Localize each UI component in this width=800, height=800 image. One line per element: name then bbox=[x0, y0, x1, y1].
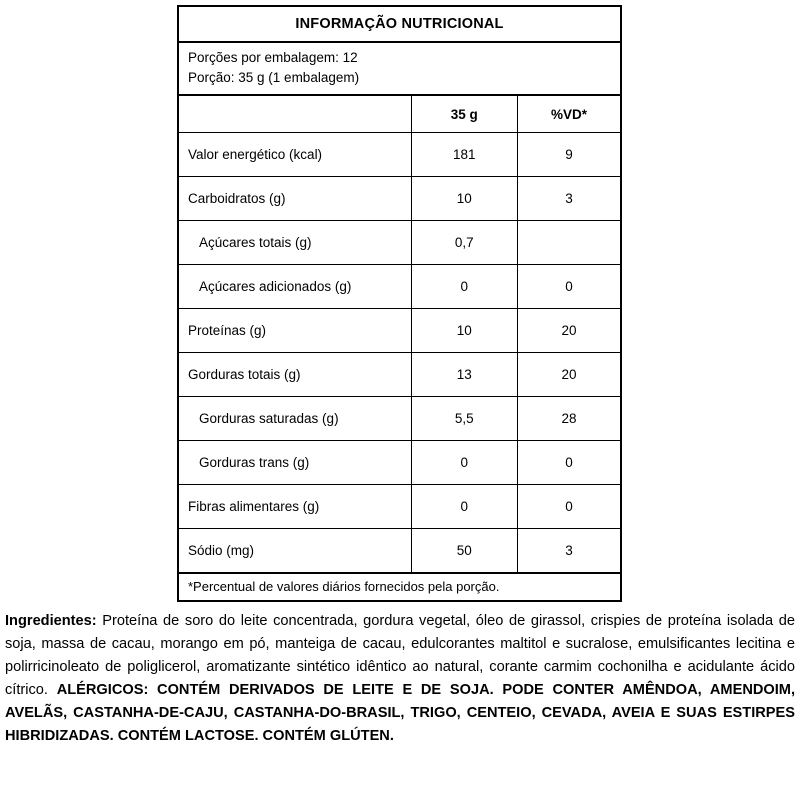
nutrient-vd: 0 bbox=[518, 441, 621, 485]
nutrient-amount: 13 bbox=[411, 353, 517, 397]
table-row-header bbox=[178, 95, 621, 133]
table-row bbox=[178, 529, 621, 574]
table-row bbox=[178, 133, 621, 177]
nutrition-facts-table bbox=[177, 5, 622, 602]
nutrient-amount: 181 bbox=[411, 133, 517, 177]
table-row bbox=[178, 353, 621, 397]
ingredients-body: Proteína de soro do leite concentrada, gordura vegetal, óleo de girassol, crispies de proteína isolada de soja, massa de cacau, morango em pó, manteiga de cacau, edulcorantes maltitol e sucralose, emulsificantes lecitina e polirricinoleato de poliglicerol, aromatizante sintético idêntico ao natural, corante carmim cochonilha e acidulante ácido cítrico. bbox=[5, 613, 795, 698]
table-row bbox=[178, 485, 621, 529]
nutrient-label: Açúcares totais (g) bbox=[178, 221, 411, 265]
nutrition-footnote: *Percentual de valores diários fornecidos pela porção. bbox=[178, 573, 621, 601]
nutrient-vd: 3 bbox=[518, 177, 621, 221]
nutrient-amount: 0 bbox=[411, 441, 517, 485]
nutrient-label: Proteínas (g) bbox=[178, 309, 411, 353]
nutrient-vd: 20 bbox=[518, 353, 621, 397]
ingredients-heading: Ingredientes: bbox=[5, 613, 97, 629]
table-row bbox=[178, 221, 621, 265]
column-header-vd: %VD* bbox=[518, 95, 621, 133]
nutrient-vd: 20 bbox=[518, 309, 621, 353]
nutrient-amount: 10 bbox=[411, 177, 517, 221]
nutrient-label: Valor energético (kcal) bbox=[178, 133, 411, 177]
table-row-title bbox=[178, 6, 621, 42]
table-row bbox=[178, 397, 621, 441]
nutrient-amount: 10 bbox=[411, 309, 517, 353]
allergens-notice: ALÉRGICOS: CONTÉM DERIVADOS DE LEITE E DE SOJA. PODE CONTER AMÊNDOA, AMENDOIM, AVELÃS, CASTANHA-DE-CAJU, CASTANHA-DO-BRASIL, TRIGO, CENTEIO, CEVADA, AVEIA E SUAS ESTIRPES HIBRIDIZADAS. CONTÉM LACTOSE. CONTÉM GLÚTEN. bbox=[5, 681, 796, 744]
table-row bbox=[178, 309, 621, 353]
table-row bbox=[178, 441, 621, 485]
nutrient-label: Açúcares adicionados (g) bbox=[178, 265, 411, 309]
portion-info bbox=[178, 42, 621, 95]
nutrient-label: Gorduras saturadas (g) bbox=[178, 397, 411, 441]
nutrient-amount: 0 bbox=[411, 265, 517, 309]
column-header-amount: 35 g bbox=[411, 95, 517, 133]
portions-per-pack: Porções por embalagem: 12 bbox=[188, 50, 358, 65]
nutrient-label: Sódio (mg) bbox=[178, 529, 411, 574]
nutrition-title: INFORMAÇÃO NUTRICIONAL bbox=[178, 6, 621, 42]
nutrient-amount: 0 bbox=[411, 485, 517, 529]
nutrient-amount: 5,5 bbox=[411, 397, 517, 441]
nutrient-amount: 50 bbox=[411, 529, 517, 574]
table-row-footnote bbox=[178, 573, 621, 601]
nutrient-vd bbox=[518, 221, 621, 265]
table-row bbox=[178, 177, 621, 221]
table-row-portion bbox=[178, 42, 621, 95]
nutrient-label: Fibras alimentares (g) bbox=[178, 485, 411, 529]
nutrient-label: Carboidratos (g) bbox=[178, 177, 411, 221]
table-row bbox=[178, 265, 621, 309]
column-header-blank bbox=[178, 95, 411, 133]
portion-size: Porção: 35 g (1 embalagem) bbox=[188, 69, 360, 85]
nutrient-amount: 0,7 bbox=[411, 221, 517, 265]
nutrient-vd: 9 bbox=[518, 133, 621, 177]
nutrient-label: Gorduras totais (g) bbox=[178, 353, 411, 397]
nutrient-label: Gorduras trans (g) bbox=[178, 441, 411, 485]
nutrition-table-container bbox=[177, 5, 622, 602]
nutrient-vd: 3 bbox=[518, 529, 621, 574]
ingredients-paragraph bbox=[5, 610, 795, 747]
nutrient-vd: 28 bbox=[518, 397, 621, 441]
nutrient-vd: 0 bbox=[518, 485, 621, 529]
nutrient-vd: 0 bbox=[518, 265, 621, 309]
